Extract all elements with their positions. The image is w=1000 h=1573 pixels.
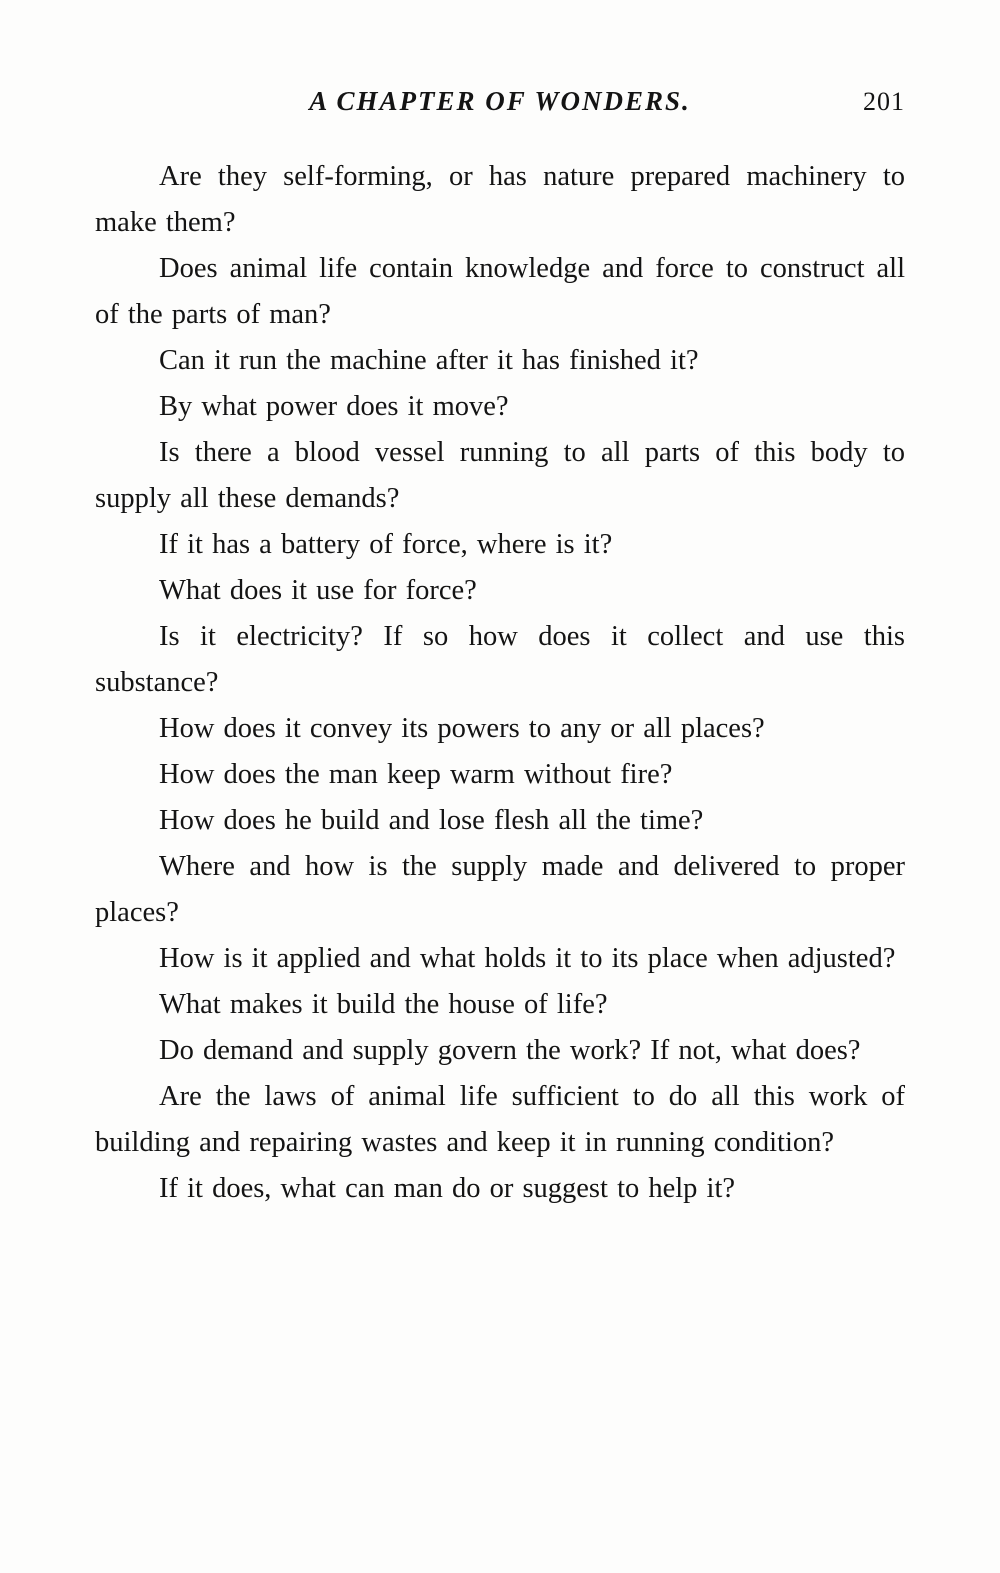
paragraph: Is there a blood vessel running to all parts of this body to supply all these demands? xyxy=(95,437,905,514)
paragraph: Are they self-forming, or has nature prepared machinery to make them? xyxy=(95,161,905,238)
chapter-title: A CHAPTER OF WONDERS. xyxy=(309,86,691,116)
paragraph: How does he build and lose flesh all the time? xyxy=(159,805,704,836)
paragraph: By what power does it move? xyxy=(159,391,509,422)
running-head xyxy=(95,86,905,126)
paragraph: Do demand and supply govern the work? If not, what does? xyxy=(159,1035,861,1066)
paragraph: What does it use for force? xyxy=(159,575,477,606)
paragraph: If it does, what can man do or suggest to help it? xyxy=(159,1173,736,1204)
page-number: 201 xyxy=(863,87,905,116)
paragraph: Is it electricity? If so how does it collect and use this substance? xyxy=(95,621,905,698)
paragraph: Can it run the machine after it has finished it? xyxy=(159,345,699,376)
paragraph: Does animal life contain knowledge and force to construct all of the parts of man? xyxy=(95,253,905,330)
paragraph: If it has a battery of force, where is it? xyxy=(159,529,613,560)
paragraph: Are the laws of animal life sufficient to do all this work of building and repairing wastes and keep it in running condition? xyxy=(95,1081,905,1158)
paragraph: How does it convey its powers to any or all places? xyxy=(159,713,765,744)
paragraph: How does the man keep warm without fire? xyxy=(159,759,673,790)
paragraph: What makes it build the house of life? xyxy=(159,989,608,1020)
paragraph: Where and how is the supply made and delivered to proper places? xyxy=(95,851,905,928)
body-text xyxy=(95,154,905,1212)
paragraph: How is it applied and what holds it to its place when adjusted? xyxy=(159,943,896,974)
